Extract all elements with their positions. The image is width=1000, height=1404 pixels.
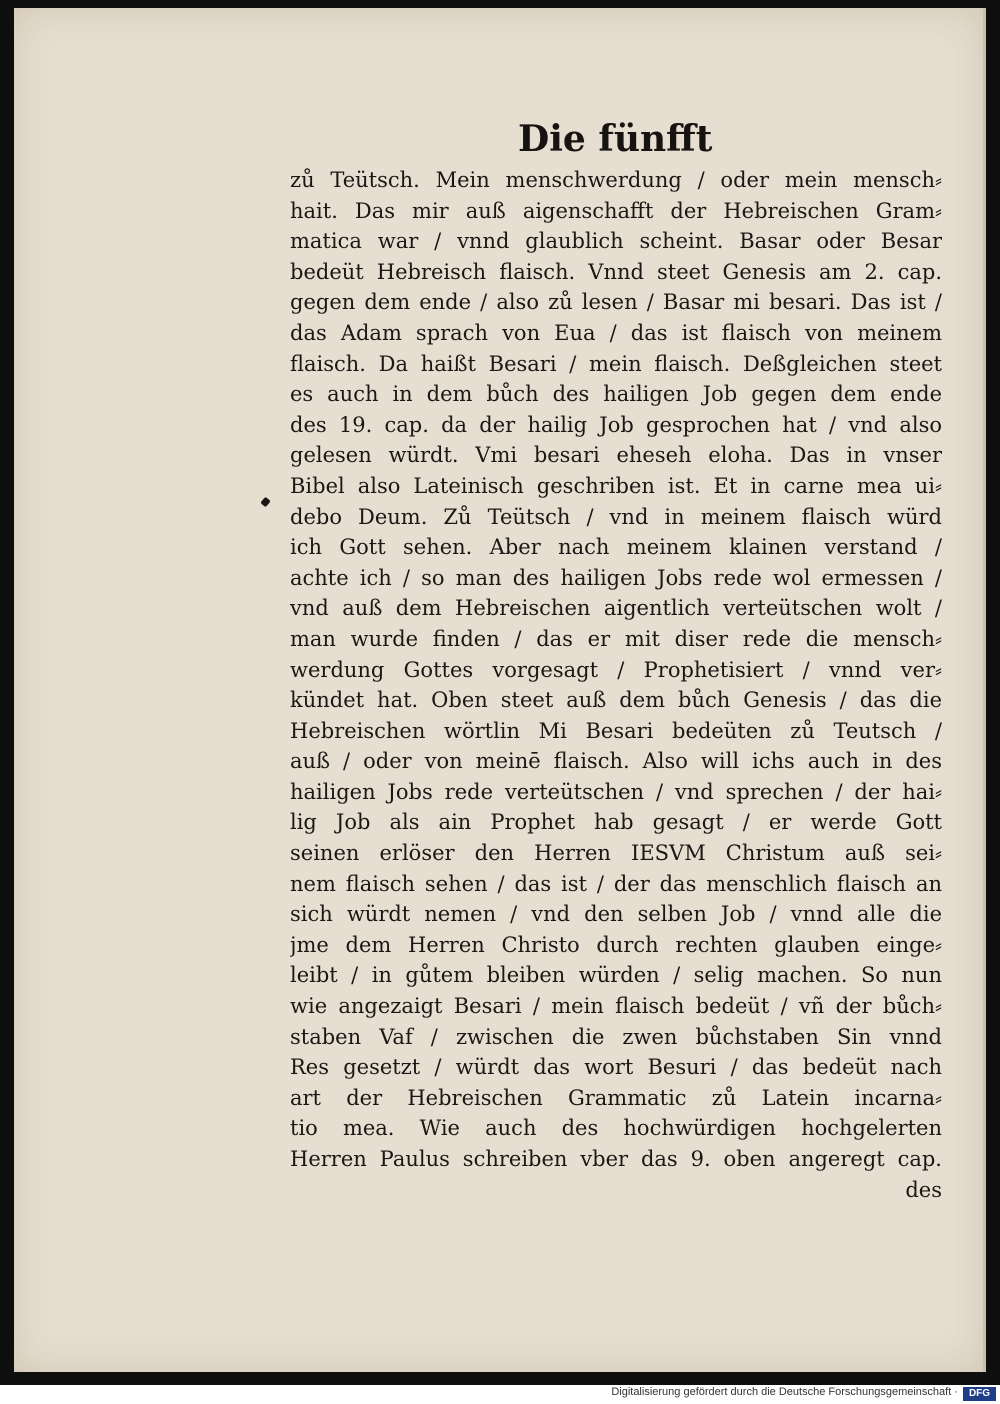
text-line: hait. Das mir auß aigenschafft der Hebreischen Gram⸗ — [290, 198, 942, 223]
text-line: kündet hat. Oben steet auß dem bůch Genesis / das die — [290, 688, 942, 713]
text-line: art der Hebreischen Grammatic zů Latein incarna⸗ — [290, 1085, 942, 1110]
text-line: man wurde finden / das er mit diser rede die mensch⸗ — [290, 626, 942, 651]
text-line: zů Teütsch. Mein menschwerdung / oder mein mensch⸗ — [290, 168, 942, 192]
text-line: lig Job als ain Prophet hab gesagt / er werde Gott — [290, 810, 942, 835]
text-line: werdung Gottes vorgesagt / Prophetisiert / vnnd ver⸗ — [290, 657, 942, 682]
text-line: bedeüt Hebreisch flaisch. Vnnd steet Genesis am 2. cap. — [290, 259, 942, 284]
text-line: vnd auß dem Hebreischen aigentlich verteütschen wolt / — [290, 596, 942, 621]
text-line: auß / oder von meinē flaisch. Also will ichs auch in des — [290, 749, 942, 774]
text-line: sich würdt nemen / vnd den selben Job / vnnd alle die — [290, 902, 942, 927]
body-text — [290, 165, 942, 1205]
text-line: nem flaisch sehen / das ist / der das menschlich flaisch an — [290, 871, 942, 896]
digitization-credit: Digitalisierung gefördert durch die Deutsche Forschungsgemeinschaft · — [611, 1386, 958, 1398]
text-line: achte ich / so man des hailigen Jobs rede wol ermessen / — [290, 565, 942, 590]
text-line: gelesen würdt. Vmi besari eheseh eloha. Das in vnser — [290, 443, 942, 468]
text-line: seinen erlöser den Herren IESVM Christum auß sei⸗ — [290, 841, 942, 866]
text-line: wie angezaigt Besari / mein flaisch bedeüt / vñ der bůch⸗ — [290, 994, 942, 1019]
text-line: tio mea. Wie auch des hochwürdigen hochgelerten — [290, 1116, 942, 1141]
text-line: hailigen Jobs rede verteütschen / vnd sprechen / der hai⸗ — [290, 779, 942, 804]
text-line: flaisch. Da haißt Besari / mein flaisch. Deßgleichen steet — [290, 351, 942, 376]
text-line: Herren Paulus schreiben vber das 9. oben angeregt cap. — [290, 1147, 942, 1171]
text-line: Res gesetzt / würdt das wort Besuri / das bedeüt nach — [290, 1055, 942, 1080]
text-line: Hebreischen wörtlin Mi Besari bedeüten zů Teutsch / — [290, 718, 942, 743]
text-line: das Adam sprach von Eua / das ist flaisch von meinem — [290, 320, 942, 345]
text-line: ich Gott sehen. Aber nach meinem klainen verstand / — [290, 535, 942, 560]
text-line: gegen dem ende / also zů lesen / Basar mi besari. Das ist / — [290, 290, 942, 315]
catchword: des — [905, 1177, 942, 1202]
text-line: es auch in dem bůch des hailigen Job gegen dem ende — [290, 382, 942, 407]
text-line: des 19. cap. da der hailig Job gesprochen hat / vnd also — [290, 412, 942, 437]
footer-bar — [0, 1385, 1000, 1404]
dfg-logo: DFG — [963, 1387, 996, 1401]
text-line: staben Vaf / zwischen die zwen bůchstaben Sin vnnd — [290, 1024, 942, 1049]
text-line: jme dem Herren Christo durch rechten glauben einge⸗ — [290, 932, 942, 957]
text-line: Bibel also Lateinisch geschriben ist. Et in carne mea ui⸗ — [290, 473, 942, 498]
text-line: matica war / vnnd glaublich scheint. Basar oder Besar — [290, 229, 942, 254]
page-title: Die fünfft — [518, 118, 713, 160]
text-line: debo Deum. Zů Teütsch / vnd in meinem flaisch würd — [290, 504, 942, 529]
text-line: leibt / in gůtem bleiben würden / selig machen. So nun — [290, 963, 942, 988]
